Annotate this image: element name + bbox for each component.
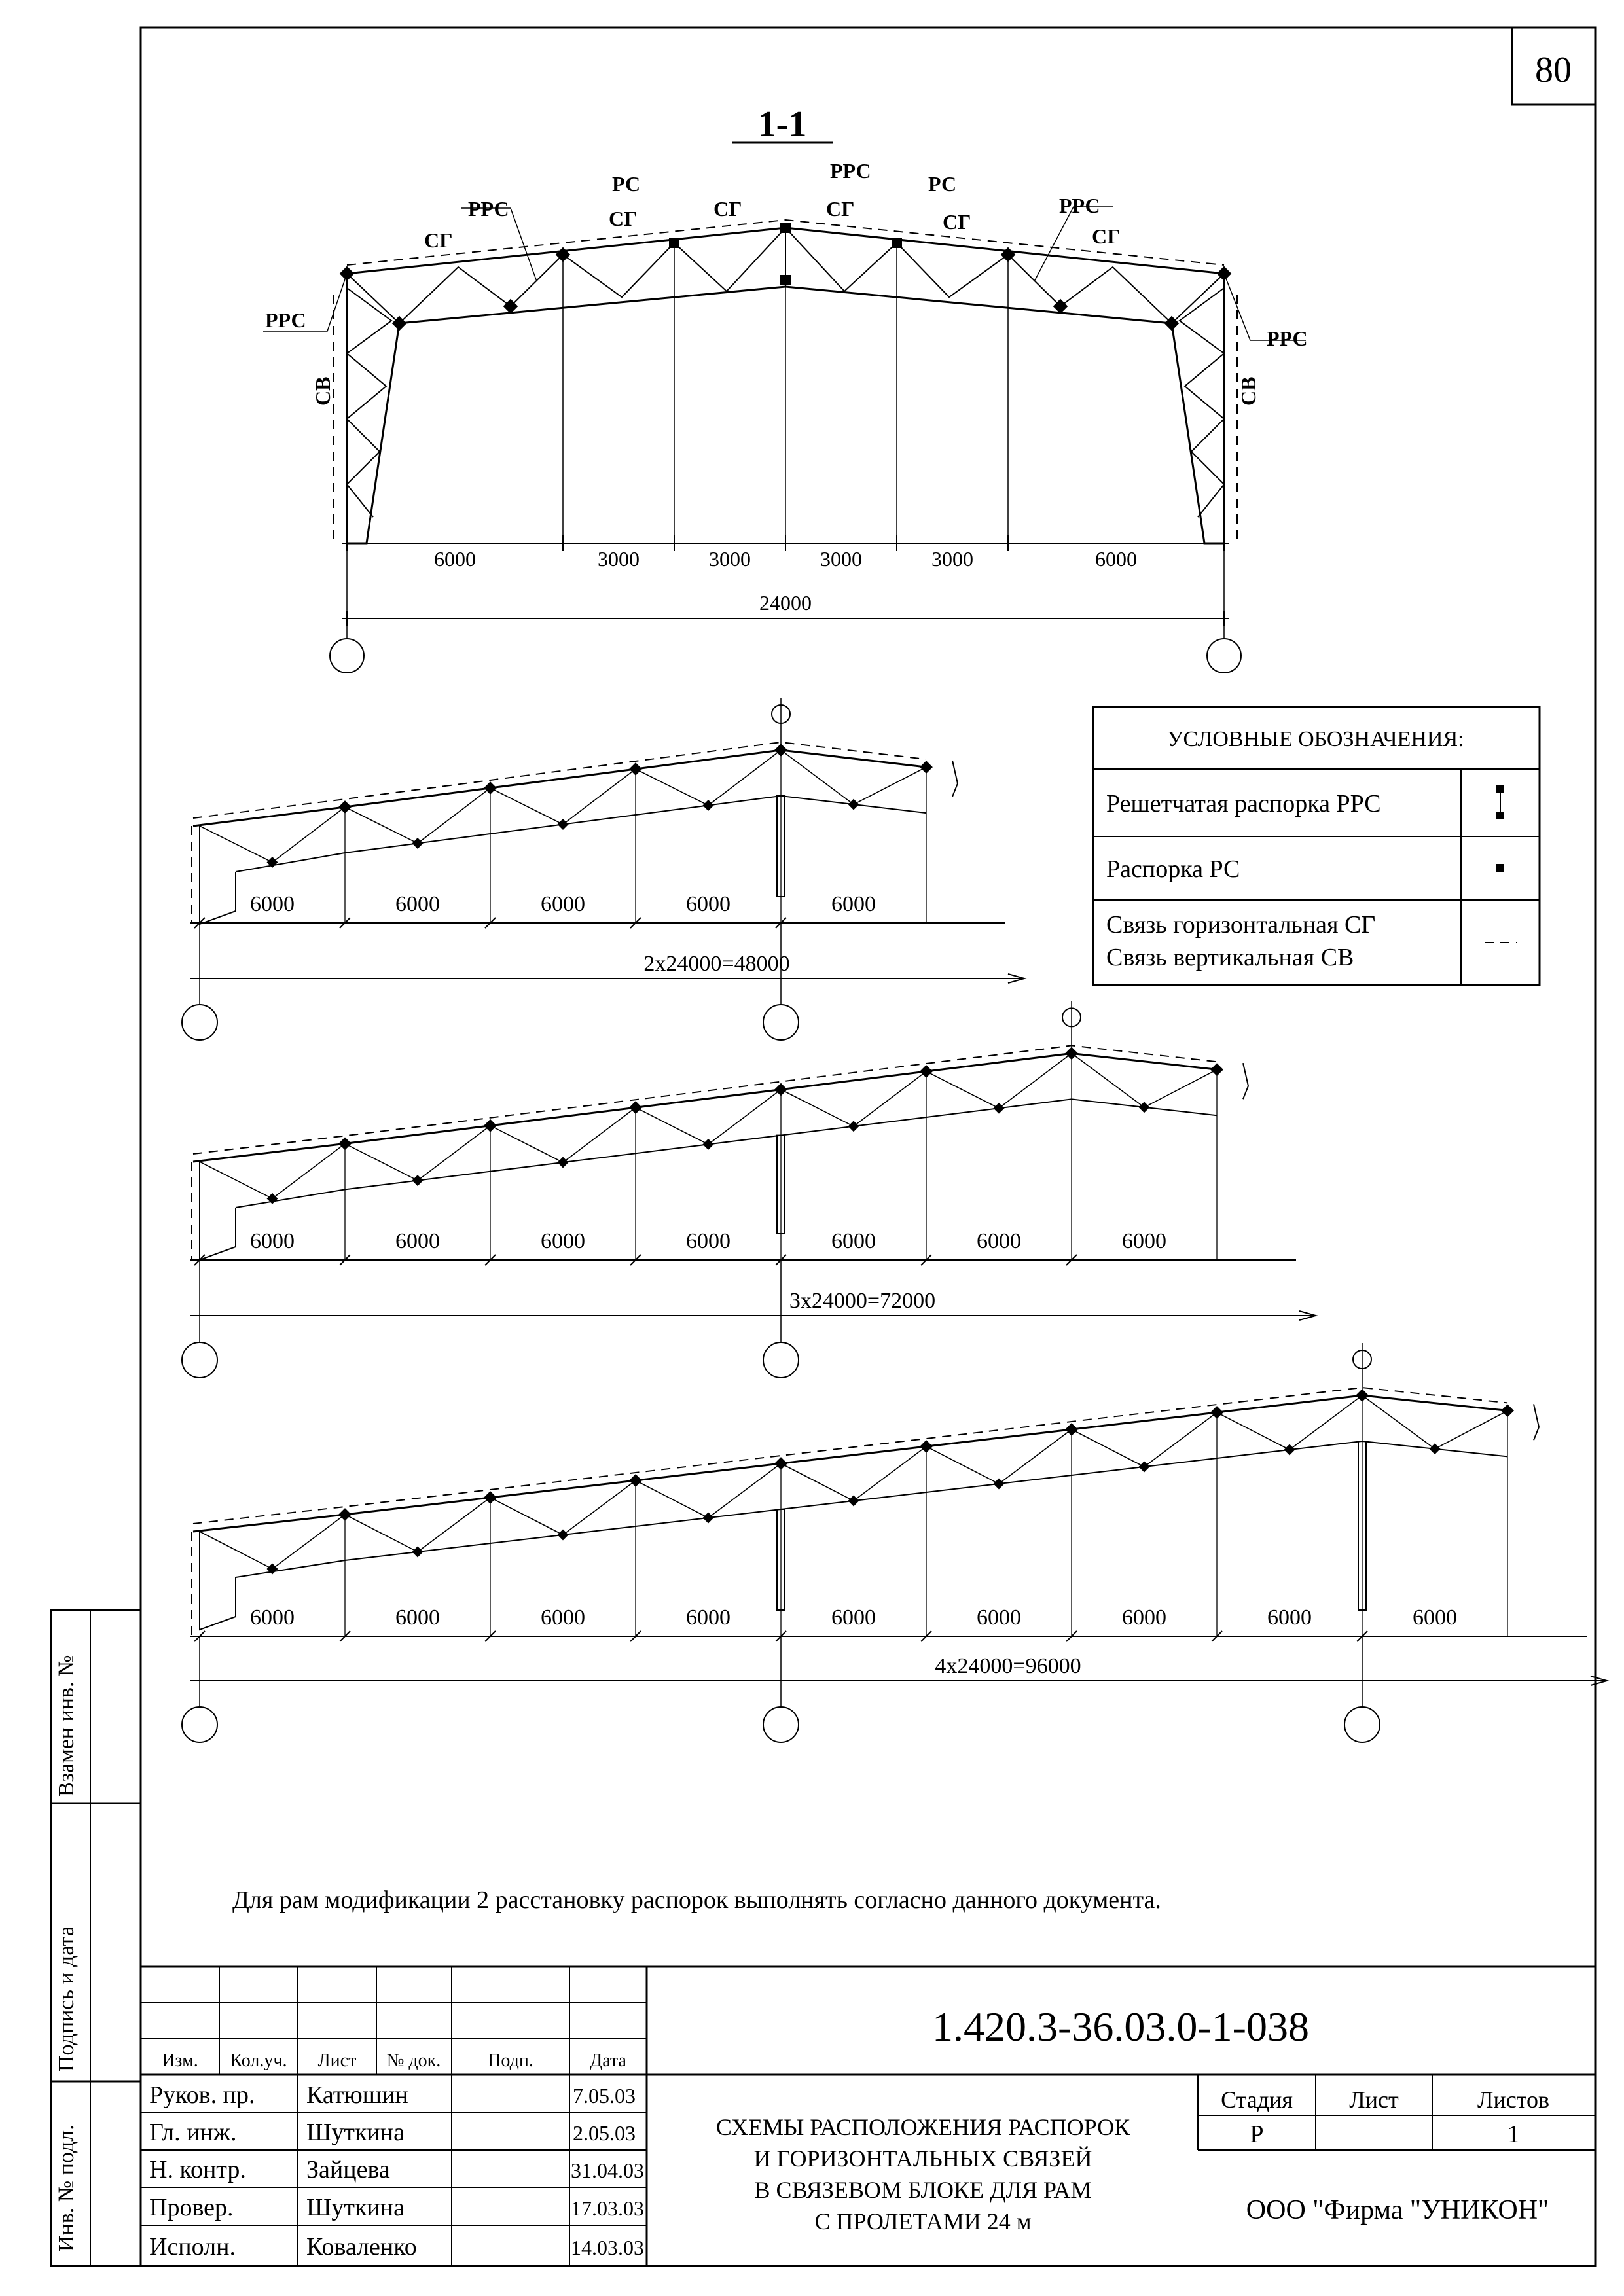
axis-bubble [763,1342,799,1378]
label-rs-1: РС [612,172,641,196]
dimension-label: 6000 [395,1605,440,1630]
title-line-1: СХЕМЫ РАСПОЛОЖЕНИЯ РАСПОРОК [715,2114,1130,2140]
end-column [200,1162,236,1260]
date-3: 31.04.03 [571,2159,644,2182]
stage-label: Стадия [1221,2087,1293,2113]
name-3: Зайцева [306,2156,390,2183]
bottom-chord [236,1441,1507,1577]
rrs-node [774,1457,787,1470]
role-5: Исполн. [149,2233,236,2261]
title-line-2: И ГОРИЗОНТАЛЬНЫХ СВЯЗЕЙ [753,2145,1092,2172]
rrs-node [848,799,859,810]
section-1-1 [263,104,1308,673]
rrs-node [703,800,714,811]
break-line [952,761,958,797]
rrs-node [848,1496,859,1507]
dimension-label: 6000 [1122,1229,1166,1253]
label-sg-3: СГ [713,197,742,221]
axis-bubble [763,1005,799,1040]
rrs-node [994,1479,1005,1490]
col-kol-uch: Кол.уч. [230,2051,287,2071]
truss-web [200,1053,1217,1198]
section-mark: 1-1 [757,104,807,145]
date-2: 2.05.03 [573,2121,636,2145]
stamp-sign-date: Подпись и дата [54,1926,79,2072]
axis-bubble-right [1207,639,1241,673]
rrs-node [558,1530,569,1541]
role-2: Гл. инж. [149,2119,237,2146]
axis-bubble [763,1707,799,1742]
stage-value: Р [1250,2121,1264,2148]
dimension-label: 6000 [831,892,876,916]
dimension-label: 6000 [1413,1605,1457,1630]
dimension-label: 6000 [977,1605,1021,1630]
dimension-label: 6000 [250,1605,295,1630]
rrs-node [558,1157,569,1168]
title-line-4: С ПРОЛЕТАМИ 24 м [814,2208,1032,2234]
rrs-node [1139,1462,1150,1473]
dimension-label: 6000 [250,892,295,916]
rrs-node [703,1139,714,1150]
general-note: Для рам модификации 2 расстановку распорок выполнять согласно данного документа. [232,1886,1161,1914]
scheme-3-span [182,1001,1316,1378]
rrs-node [1501,1405,1514,1418]
rrs-node [338,1508,352,1521]
date-4: 17.03.03 [571,2197,644,2220]
sec-dim-5: 3000 [931,547,973,571]
label-sg-1: СГ [424,228,453,252]
label-rs-2: РС [928,172,957,196]
rrs-node [412,1547,424,1558]
dimension-label: 6000 [831,1605,876,1630]
dimension-label: 6000 [541,1605,585,1630]
label-rrs-3: РРС [1059,194,1100,217]
rrs-node [703,1513,714,1524]
sheet-number: 80 [1535,50,1572,90]
rrs-node [1430,1443,1441,1454]
label-sg-4: СГ [826,197,855,221]
label-rrs-5: РРС [1267,327,1308,350]
date-5: 14.03.03 [571,2236,644,2259]
rrs-node [629,1101,642,1114]
axis-bubble [1344,1707,1380,1742]
legend-sv: Связь вертикальная СВ [1106,944,1354,971]
bottom-chord [236,1099,1217,1208]
col-list: Лист [317,2051,357,2071]
rrs-node [558,819,569,830]
rrs-node [920,1065,933,1078]
top-chord [193,1395,1507,1532]
col-sign: Подп. [488,2051,533,2071]
col-izm: Изм. [162,2051,198,2071]
sec-dim-2: 3000 [598,547,640,571]
rrs-node [338,1138,352,1151]
role-4: Провер. [149,2194,234,2221]
break-line [1243,1063,1248,1099]
name-1: Катюшин [306,2081,408,2109]
rrs-node [412,1175,424,1186]
rrs-node [1139,1102,1150,1113]
rrs-node [920,1440,933,1453]
label-sv-right: СВ [1236,376,1260,406]
name-4: Шуткина [306,2194,405,2221]
dimension-label: 6000 [977,1229,1021,1253]
rrs-node [1210,1063,1223,1076]
sec-dim-3: 3000 [709,547,751,571]
rrs-node [412,838,424,849]
date-1: 7.05.03 [573,2084,636,2108]
rrs-node [920,761,933,774]
role-1: Руков. пр. [149,2081,255,2109]
end-column [200,1532,236,1630]
name-5: Коваленко [306,2233,417,2261]
dimension-label: 6000 [395,892,440,916]
sheet-label: Лист [1349,2087,1399,2113]
total-dimension-label: 3х24000=72000 [789,1289,936,1313]
dimension-label: 6000 [686,1229,731,1253]
dimension-label: 6000 [686,892,731,916]
scheme-2-span [182,698,1024,1040]
side-stamps [51,1610,141,2266]
total-dimension-label: 4х24000=96000 [935,1654,1081,1678]
rrs-node [774,1083,787,1096]
legend-rrs: Решетчатая распорка РРС [1106,790,1381,817]
rrs-node [1065,1423,1078,1436]
label-sg-5: СГ [943,210,971,234]
label-rrs-2: РРС [830,159,871,183]
title-block [141,1967,1595,2266]
sec-dim-4: 3000 [820,547,862,571]
sec-dim-total: 24000 [759,591,812,615]
axis-bubble-left [330,639,364,673]
stamp-inv-no: Инв. № подл. [54,2125,79,2251]
truss-web [200,750,926,863]
axis-bubble [182,1707,217,1742]
label-sg-2: СГ [609,207,638,230]
dimension-label: 6000 [686,1605,731,1630]
label-rrs-4: РРС [265,308,306,332]
dimension-label: 6000 [1122,1605,1166,1630]
sheets-label: Листов [1477,2087,1549,2113]
rrs-node [848,1121,859,1132]
scheme-4-span [182,1343,1607,1742]
dimension-label: 6000 [541,892,585,916]
rrs-node [484,1119,497,1132]
legend-title: УСЛОВНЫЕ ОБОЗНАЧЕНИЯ: [1167,727,1464,751]
label-rrs-1: РРС [468,197,509,221]
sec-dim-6: 6000 [1095,547,1137,571]
rrs-node [484,781,497,795]
label-sg-6: СГ [1092,224,1121,248]
dimension-label: 6000 [831,1229,876,1253]
legend-sg: Связь горизонтальная СГ [1106,911,1376,939]
dimension-label: 6000 [250,1229,295,1253]
rrs-node [1284,1444,1295,1456]
title-line-3: В СВЯЗЕВОМ БЛОКЕ ДЛЯ РАМ [754,2177,1092,2203]
truss-web [200,1395,1507,1569]
rrs-node [338,800,352,814]
document-code: 1.420.3-36.03.0-1-038 [932,2003,1309,2050]
top-chord [193,750,926,826]
rrs-node [994,1103,1005,1114]
legend-table [1093,707,1540,985]
legend-rs: Распорка РС [1106,855,1240,883]
rrs-node [1210,1406,1223,1419]
name-2: Шуткина [306,2119,405,2146]
rrs-symbol-icon [1496,785,1504,819]
dimension-label: 6000 [541,1229,585,1253]
dimension-label: 6000 [395,1229,440,1253]
axis-bubble [182,1005,217,1040]
rrs-node [629,762,642,776]
bracing-schemes [182,698,1607,1742]
break-line [1534,1404,1539,1440]
sec-dim-1: 6000 [434,547,476,571]
axis-bubble [182,1342,217,1378]
label-sv-left: СВ [311,376,334,406]
total-dimension-label: 2х24000=48000 [643,952,790,976]
stamp-replace-inv: Взамен инв. № [54,1655,79,1797]
rs-symbol-icon [1496,864,1504,872]
company-name: ООО "Фирма "УНИКОН" [1246,2195,1549,2225]
dimension-label: 6000 [1267,1605,1312,1630]
rrs-node [629,1474,642,1487]
col-date: Дата [590,2051,626,2071]
sheets-value: 1 [1507,2121,1520,2148]
rrs-node [484,1491,497,1504]
role-3: Н. контр. [149,2156,246,2183]
col-doc-no: № док. [386,2051,441,2071]
